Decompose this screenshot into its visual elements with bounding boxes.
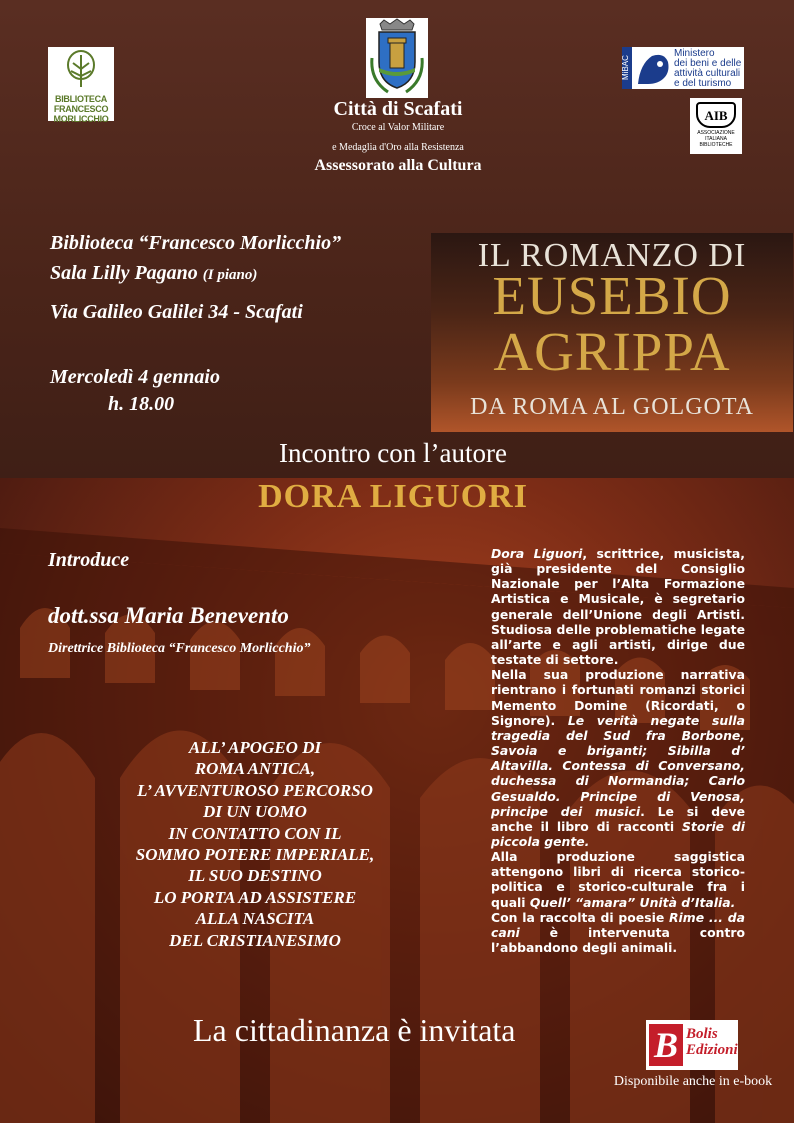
- invitation-text: La cittadinanza è invitata: [193, 1012, 516, 1048]
- publisher-name-1: Bolis: [686, 1026, 718, 1042]
- bio-p4-a: Con la raccolta di poesie: [491, 909, 669, 925]
- ministry-text: [674, 49, 744, 89]
- blurb-line: L’ AVVENTUROSO PERCORSO: [137, 780, 373, 800]
- aib-line-1: ASSOCIAZIONE: [697, 130, 735, 136]
- book-blurb: [100, 737, 410, 951]
- library-logo-line-1: BIBLIOTECA: [55, 94, 107, 104]
- bio-p2-d: Storie di piccola gente.: [491, 818, 745, 849]
- blurb-line: DEL CRISTIANESIMO: [169, 930, 341, 950]
- bio-p3-a: Alla produzione saggistica attengono libri di ricerca storico-politica e storico-culturale fra i quali: [491, 849, 745, 910]
- bio-paragraph-2: [491, 667, 745, 849]
- library-logo: [48, 47, 114, 124]
- city-crest: [366, 18, 428, 98]
- city-title: Città di Scafati: [333, 98, 463, 120]
- library-logo-line-2: FRANCESCO: [53, 104, 109, 114]
- event-subtitle: Incontro con l’autore: [279, 438, 507, 468]
- tree-icon: [61, 49, 101, 89]
- introducer-name: dott.ssa Maria Benevento: [48, 603, 289, 628]
- bio-p4-b: Rime ... da cani: [491, 909, 745, 940]
- bio-author-name: Dora Liguori: [491, 546, 583, 561]
- bio-p2-c: . Le si deve anche il libro di racconti: [491, 803, 745, 834]
- bio-paragraph-1: [491, 546, 745, 667]
- author-bio: [491, 546, 745, 955]
- library-logo-line-3: MORLICCHIO: [53, 114, 109, 124]
- publisher-name-2: Edizioni: [686, 1042, 738, 1058]
- publisher-logo: [646, 1020, 738, 1070]
- ebook-note: Disponibile anche in e-book: [613, 1074, 773, 1089]
- cover-line-4: DA ROMA AL GOLGOTA: [470, 394, 754, 420]
- venue-floor: (I piano): [202, 267, 258, 283]
- city-honor-military: Croce al Valor Militare: [351, 122, 445, 133]
- ministry-head-icon: [634, 48, 672, 88]
- blurb-line: IN CONTATTO CON IL: [168, 823, 342, 843]
- bio-p1-text: , scrittrice, musicista, già presidente del Consiglio Nazionale per l’Alta Formazione Artistica e Musicale, è segretario generale dell’Unione degli Artisti. Studiosa delle problematiche legate all’arte e agli artisti, dirige due testate di settore.: [491, 546, 745, 668]
- aib-logo: [690, 98, 742, 154]
- city-honor-resistance: e Medaglia d'Oro alla Resistenza: [332, 142, 464, 153]
- blurb-line: LO PORTA AD ASSISTERE: [153, 887, 357, 907]
- book-cover: [431, 233, 793, 432]
- ministry-logo: [622, 47, 744, 89]
- bio-p2-b: Le verità negate sulla tragedia del Sud fra Borbone, Savoia e briganti; Sibilla d’ Altavilla. Contessa di Conversano, duchessa di Normandia; Carlo Gesualdo. Principe di Venosa, principe dei musici: [491, 712, 746, 819]
- department-name: Assessorato alla Cultura: [314, 157, 482, 174]
- ministry-line-4: e del turismo: [674, 78, 732, 89]
- ministry-line-2: dei beni e delle: [674, 58, 742, 69]
- ministry-abbr: MiBAC: [622, 47, 632, 89]
- aib-abbr: AIB: [696, 102, 736, 128]
- aib-line-3: BIBLIOTECHE: [699, 142, 733, 148]
- blurb-line: ALLA NASCITA: [195, 909, 315, 929]
- ministry-line-3: attività culturali: [674, 68, 741, 79]
- blurb-line: SOMMO POTERE IMPERIALE,: [135, 845, 375, 865]
- blurb-line: ALL’ APOGEO DI: [188, 738, 322, 757]
- venue-address: Via Galileo Galilei 34 - Scafati: [50, 301, 303, 323]
- crest-icon: [366, 18, 428, 98]
- aib-line-2: ITALIANA: [705, 136, 727, 142]
- blurb-line: IL SUO DESTINO: [188, 866, 322, 886]
- ministry-line-1: Ministero: [674, 48, 715, 59]
- bio-paragraph-4: [491, 910, 745, 955]
- bio-paragraph-3: [491, 849, 745, 910]
- bio-p3-b: Quell’ “amara” Unità d’Italia.: [529, 894, 736, 910]
- introduce-label: Introduce: [48, 549, 130, 571]
- publisher-b-icon: B: [649, 1024, 683, 1066]
- cover-line-3: AGRIPPA: [493, 321, 731, 382]
- cover-line-1: IL ROMANZO DI: [477, 237, 747, 274]
- venue-room-line: [50, 262, 257, 285]
- introducer-role: Direttrice Biblioteca “Francesco Morlicchio”: [48, 641, 311, 656]
- blurb-line: DI UN UOMO: [203, 802, 307, 822]
- event-time: h. 18.00: [108, 393, 175, 415]
- venue-room: Sala Lilly Pagano: [50, 262, 198, 284]
- cover-line-2: EUSEBIO: [492, 265, 732, 326]
- event-date: Mercoledì 4 gennaio: [50, 366, 220, 388]
- bio-p4-c: è intervenuta contro l’abbandono degli animali.: [491, 924, 745, 956]
- bio-p2-a: Nella sua produzione narrativa rientrano i fortunati romanzi storici Memento Domine (Ricordati, o Signore).: [491, 667, 745, 728]
- venue-library: Biblioteca “Francesco Morlicchio”: [50, 232, 342, 254]
- blurb-line: ROMA ANTICA,: [194, 759, 316, 779]
- author-name: DORA LIGUORI: [258, 478, 528, 515]
